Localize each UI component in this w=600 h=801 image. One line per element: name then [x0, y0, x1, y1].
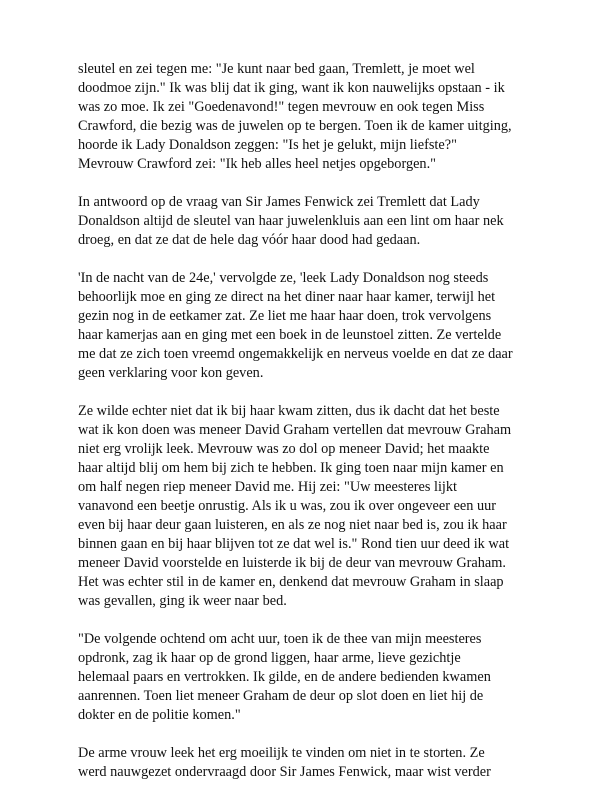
- paragraph-4: [78, 402, 548, 611]
- text-line: sleutel en zei tegen me: "Je kunt naar bed gaan, Tremlett, je moet wel: [78, 61, 475, 77]
- text-line: dokter en de politie komen.": [78, 707, 241, 723]
- text-line: 'In de nacht van de 24e,' vervolgde ze, 'leek Lady Donaldson nog steeds: [78, 270, 489, 286]
- text-line: even bij haar deur gaan luisteren, en als ze nog niet naar bed is, zou ik haar: [78, 517, 507, 533]
- text-line: Mevrouw Crawford zei: "Ik heb alles heel netjes opgeborgen.": [78, 156, 436, 172]
- text-line: hoorde ik Lady Donaldson zeggen: "Is het je gelukt, mijn liefste?": [78, 137, 457, 153]
- text-line: haar kamerjas aan en ging met een boek in de leunstoel zitten. Ze vertelde: [78, 327, 502, 343]
- text-line: behoorlijk moe en ging ze direct na het diner naar haar kamer, terwijl het: [78, 289, 496, 305]
- text-line: Crawford, die bezig was de juwelen op te bergen. Toen ik de kamer uitging,: [78, 118, 512, 134]
- paragraph-2: [78, 193, 548, 250]
- text-line: gezin nog in de eetkamer zat. Ze liet me haar haar doen, trok vervolgens: [78, 308, 492, 324]
- text-line: helemaal paars en vertrokken. Ik gilde, en de andere bedienden kwamen: [78, 669, 491, 685]
- document-page: [78, 60, 548, 801]
- text-line: me dat ze zich toen vreemd ongemakkelijk en nerveus voelde en dat ze daar: [78, 346, 513, 362]
- paragraph-5: [78, 630, 548, 725]
- paragraph-1: [78, 60, 548, 174]
- text-line: opdronk, zag ik haar op de grond liggen, haar arme, lieve gezichtje: [78, 650, 461, 666]
- text-line: "De volgende ochtend om acht uur, toen ik de thee van mijn meesteres: [78, 631, 482, 647]
- text-line: wat ik kon doen was meneer David Graham vertellen dat mevrouw Graham: [78, 422, 512, 438]
- text-line: was gevallen, ging ik weer naar bed.: [78, 593, 287, 609]
- text-line: werd nauwgezet ondervraagd door Sir James Fenwick, maar wist verder: [78, 764, 491, 780]
- text-line: haar altijd blij om hem bij zich te hebben. Ik ging toen naar mijn kamer en: [78, 460, 504, 476]
- text-line: geen verklaring voor kon geven.: [78, 365, 264, 381]
- text-line: Het was echter stil in de kamer en, denkend dat mevrouw Graham in slaap: [78, 574, 504, 590]
- text-line: aanrennen. Toen liet meneer Graham de deur op slot doen en liet hij de: [78, 688, 484, 704]
- text-line: meneer David voorstelde en luisterde ik bij de deur van mevrouw Graham.: [78, 555, 506, 571]
- text-line: om half negen riep meneer David me. Hij zei: "Uw meesteres lijkt: [78, 479, 458, 495]
- text-line: doodmoe zijn." Ik was blij dat ik ging, want ik kon nauwelijks opstaan - ik: [78, 80, 505, 96]
- text-line: droeg, en dat ze dat de hele dag vóór haar dood had gedaan.: [78, 232, 421, 248]
- text-line: De arme vrouw leek het erg moeilijk te vinden om niet in te storten. Ze: [78, 745, 485, 761]
- paragraph-6: [78, 744, 548, 782]
- text-line: binnen gaan en bij haar blijven tot ze dat wel is." Rond tien uur deed ik wat: [78, 536, 510, 552]
- paragraph-3: [78, 269, 548, 383]
- text-line: Ze wilde echter niet dat ik bij haar kwam zitten, dus ik dacht dat het beste: [78, 403, 500, 419]
- text-line: was zo moe. Ik zei "Goedenavond!" tegen mevrouw en ook tegen Miss: [78, 99, 485, 115]
- text-line: In antwoord op de vraag van Sir James Fenwick zei Tremlett dat Lady: [78, 194, 480, 210]
- text-line: vanavond een beetje onrustig. Als ik u was, zou ik over ongeveer een uur: [78, 498, 497, 514]
- text-line: niet erg vrolijk leek. Mevrouw was zo dol op meneer David; het maakte: [78, 441, 490, 457]
- text-line: Donaldson altijd de sleutel van haar juwelenkluis aan een lint om haar nek: [78, 213, 504, 229]
